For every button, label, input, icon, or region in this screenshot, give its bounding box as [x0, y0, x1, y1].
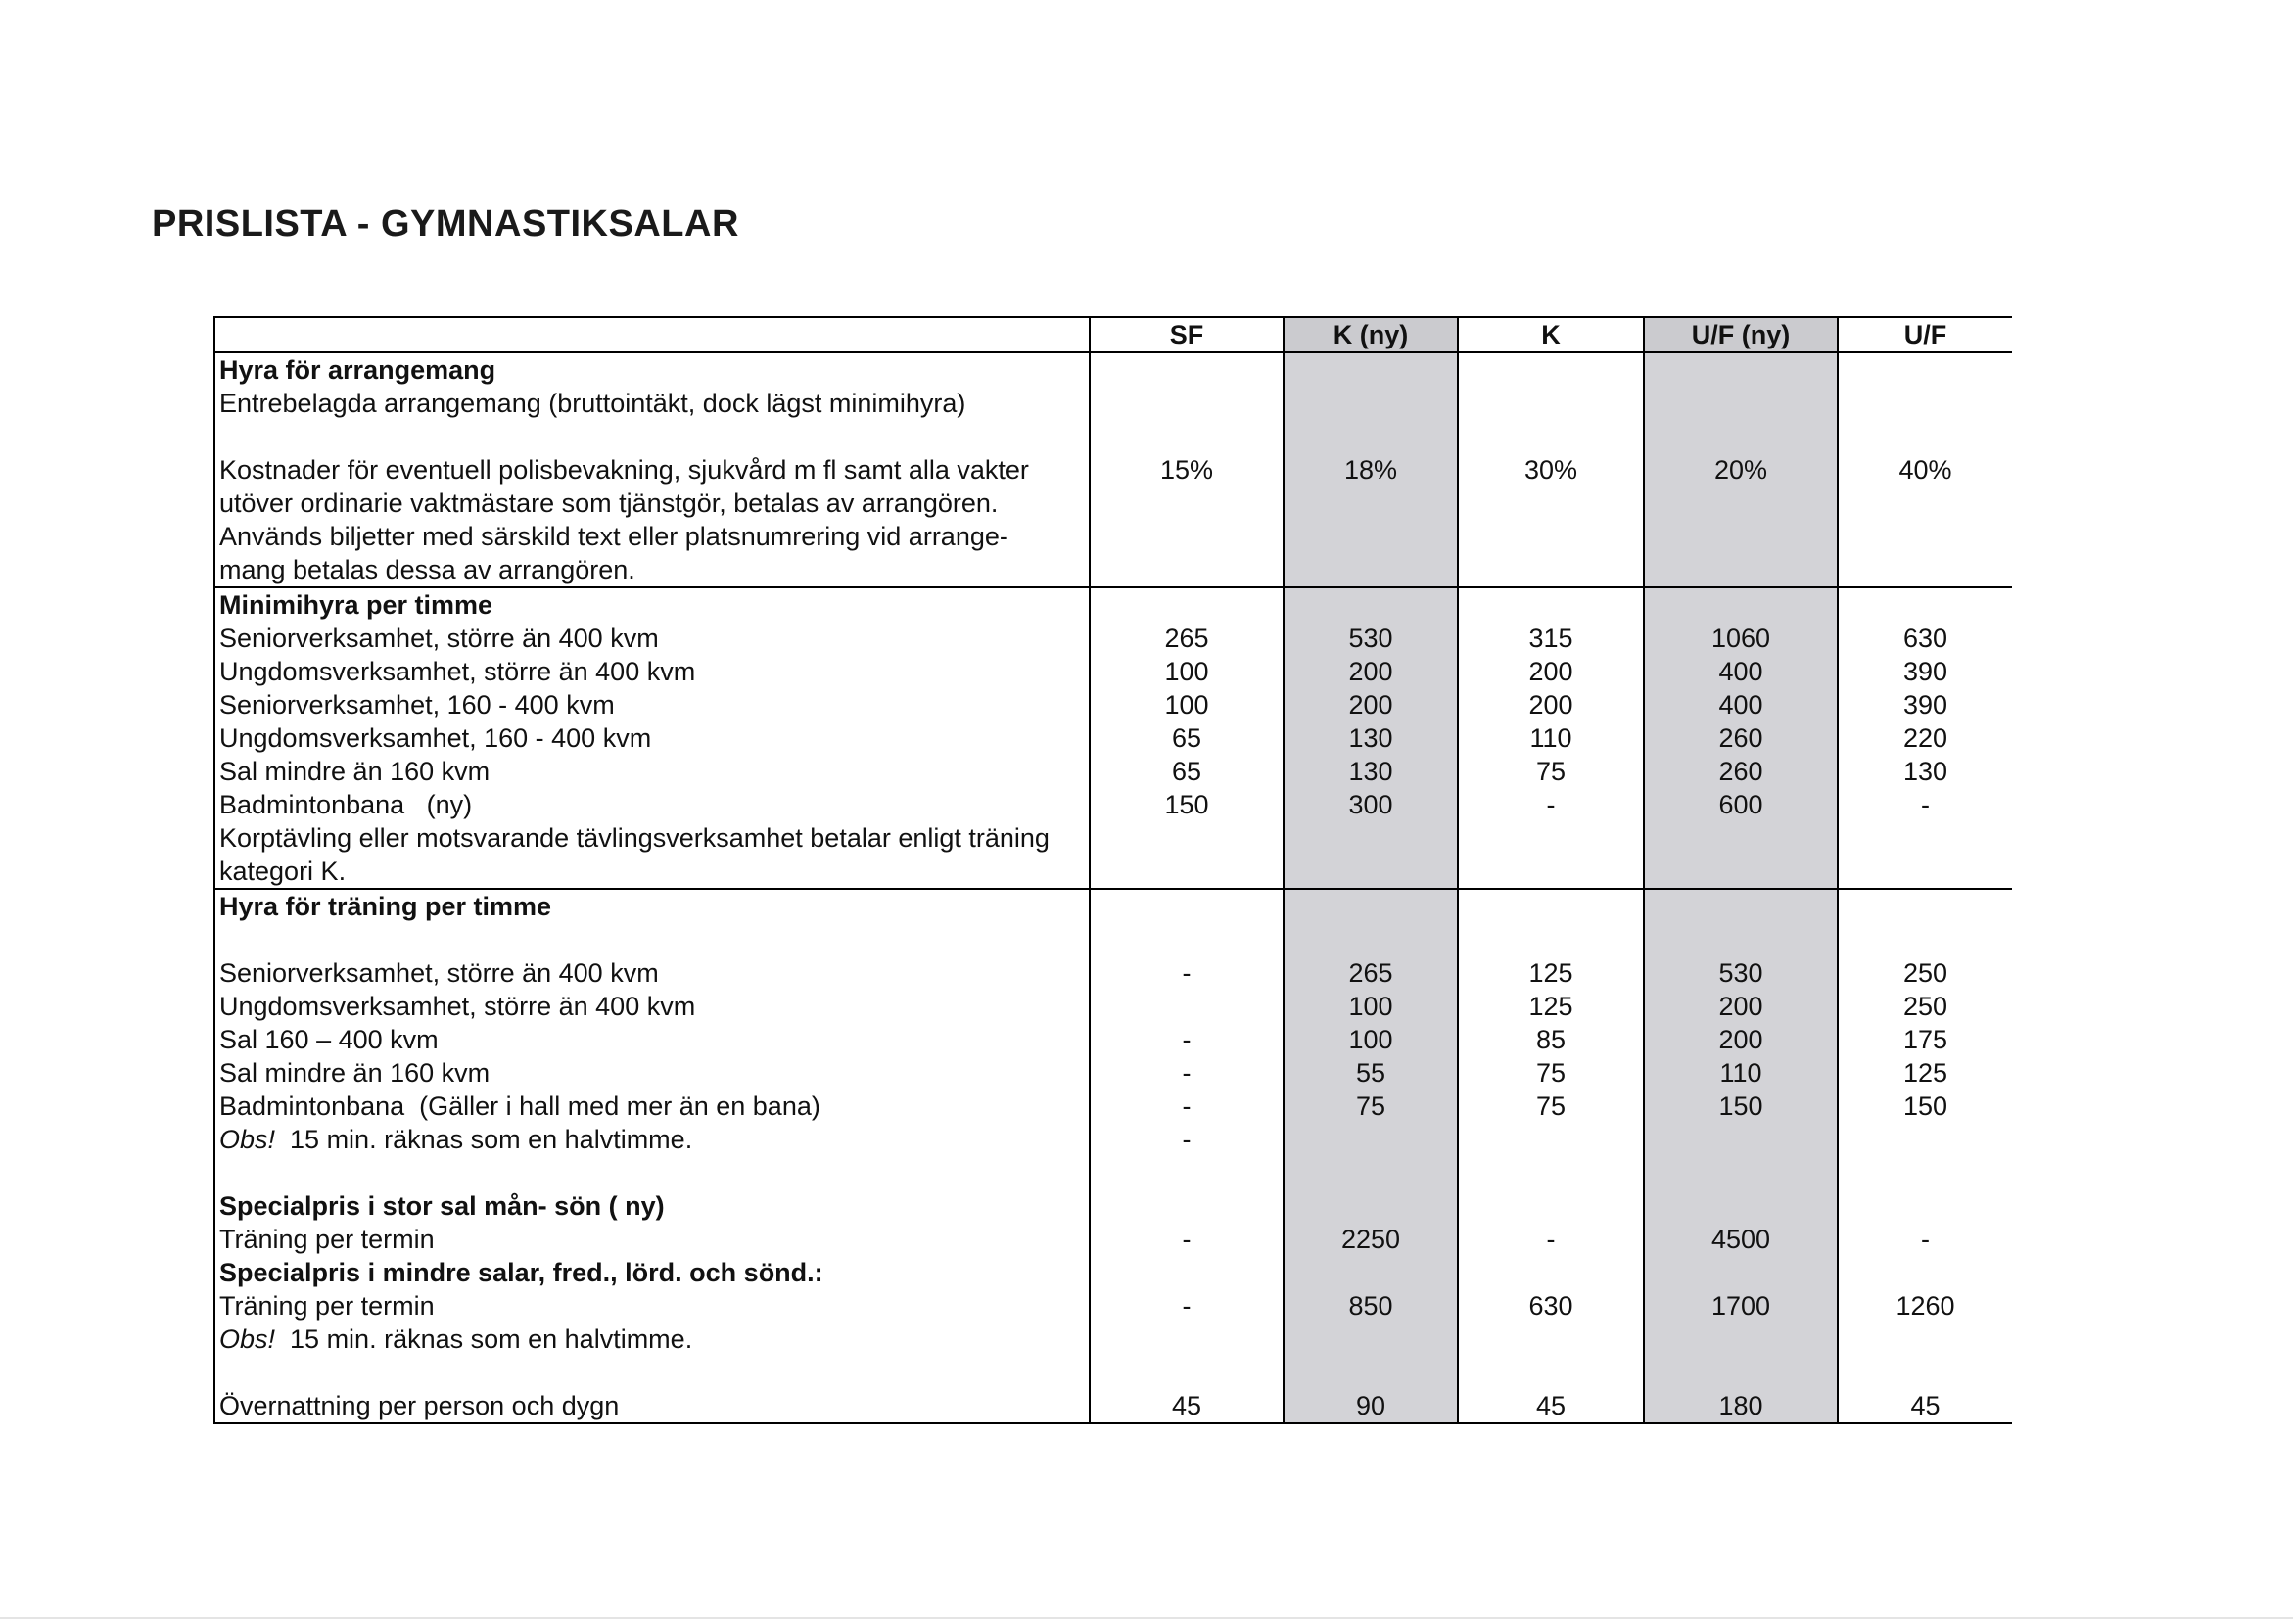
cell-k [1458, 520, 1644, 553]
cell-k-ny [1284, 821, 1458, 855]
cell-k-ny: 90 [1284, 1389, 1458, 1423]
cell-k [1458, 1189, 1644, 1223]
table-row [214, 1056, 2012, 1090]
row-label-text: Ungdomsverksamhet, större än 400 kvm [219, 657, 696, 686]
cell-uf-ny [1644, 1123, 1838, 1156]
table-row [214, 1289, 2012, 1322]
cell-uf [1838, 587, 2012, 622]
cell-uf: - [1921, 1225, 1930, 1254]
cell-uf-ny [1644, 1189, 1838, 1223]
table-row [214, 990, 2012, 1023]
row-label-text: 15 min. räknas som en halvtimme. [275, 1324, 693, 1354]
cell-k: 30% [1458, 453, 1644, 487]
row-label-text: utöver ordinarie vaktmästare som tjänstgör, betalas av arrangören. [219, 488, 999, 518]
cell-k [1458, 553, 1644, 587]
row-label-text: 15 min. räknas som en halvtimme. [275, 1125, 693, 1154]
row-label [214, 622, 1090, 655]
cell-k-ny [1284, 889, 1458, 923]
section-heading-row [214, 889, 2012, 923]
header-blank [214, 317, 1090, 352]
header-uf-ny: U/F (ny) [1644, 317, 1838, 352]
cell-k [1458, 923, 1644, 956]
row-label-text: kategori K. [219, 857, 347, 886]
row-label [214, 387, 1090, 420]
cell-uf: 390 [1902, 657, 1948, 686]
section-heading-row [214, 352, 2012, 387]
row-label [214, 1023, 1090, 1056]
cell-uf-ny: 110 [1644, 1056, 1838, 1090]
cell-uf [1838, 387, 2012, 420]
table-row [214, 788, 2012, 821]
section-heading: Hyra för arrangemang [214, 352, 1090, 387]
cell-k-ny [1284, 520, 1458, 553]
table-row [214, 1123, 2012, 1156]
cell-sf: 65 [1090, 755, 1284, 788]
section-heading: Minimihyra per timme [214, 587, 1090, 622]
cell-k: 85 [1458, 1023, 1644, 1056]
cell-sf: - [1090, 1023, 1284, 1056]
row-label [214, 453, 1090, 487]
cell-sf [1090, 487, 1284, 520]
cell-sf [1090, 387, 1284, 420]
table-row [214, 520, 2012, 553]
row-label [214, 755, 1090, 788]
row-label-text: Ungdomsverksamhet, 160 - 400 kvm [219, 723, 652, 753]
table-row [214, 956, 2012, 990]
cell-uf: 45 [1838, 1389, 2012, 1423]
cell-sf [1090, 1256, 1284, 1289]
cell-k-ny: 265 [1284, 956, 1458, 990]
cell-k-ny: 130 [1284, 721, 1458, 755]
cell-sf: 100 [1090, 688, 1284, 721]
row-label-text: Sal mindre än 160 kvm [219, 757, 491, 786]
row-label [214, 821, 1090, 855]
cell-uf: 220 [1902, 723, 1948, 753]
cell-k [1458, 821, 1644, 855]
table-row [214, 553, 2012, 587]
cell-k [1458, 1356, 1644, 1389]
header-row [214, 317, 2012, 352]
header-uf: U/F [1838, 317, 2012, 352]
note-label: Obs! [219, 1125, 276, 1154]
cell-sf [1090, 990, 1284, 1023]
table-row [214, 755, 2012, 788]
table-row [214, 1023, 2012, 1056]
cell-uf: 390 [1902, 690, 1948, 719]
cell-sf [1090, 1156, 1284, 1189]
cell-sf [1090, 352, 1284, 387]
row-label-text: Sal mindre än 160 kvm [219, 1058, 491, 1088]
cell-k-ny [1284, 1322, 1458, 1356]
cell-sf [1090, 1356, 1284, 1389]
cell-uf-ny: 530 [1644, 956, 1838, 990]
row-label [214, 487, 1090, 520]
cell-sf [1090, 1189, 1284, 1223]
cell-k-ny [1284, 1356, 1458, 1389]
cell-k: 75 [1458, 1056, 1644, 1090]
cell-sf [1090, 889, 1284, 923]
row-label [214, 1322, 1090, 1356]
row-label-text: Sal 160 – 400 kvm [219, 1025, 439, 1054]
row-label [214, 1389, 1090, 1423]
table-row [214, 1256, 2012, 1289]
row-label-text: Badmintonbana (Gäller i hall med mer än en bana) [219, 1091, 820, 1121]
cell-uf-ny [1644, 587, 1838, 622]
row-label-text: Seniorverksamhet, större än 400 kvm [219, 958, 659, 988]
cell-uf-ny [1644, 420, 1838, 453]
cell-uf-ny [1644, 520, 1838, 553]
cell-uf [1838, 821, 2012, 855]
cell-uf [1838, 1256, 2012, 1289]
row-label [214, 655, 1090, 688]
cell-sf: 265 [1090, 622, 1284, 655]
table-row [214, 1322, 2012, 1356]
table-row [214, 855, 2012, 889]
cell-k-ny: 850 [1284, 1289, 1458, 1322]
row-label [214, 553, 1090, 587]
cell-k: 125 [1458, 990, 1644, 1023]
cell-k-ny: 100 [1284, 990, 1458, 1023]
cell-k [1458, 1156, 1644, 1189]
table-row [214, 622, 2012, 655]
cell-k [1458, 1123, 1644, 1156]
cell-k-ny [1284, 352, 1458, 387]
cell-uf-ny [1644, 821, 1838, 855]
table-row [214, 1389, 2012, 1423]
cell-uf-ny [1644, 553, 1838, 587]
cell-k [1458, 855, 1644, 889]
cell-k-ny: 2250 [1284, 1223, 1458, 1256]
row-label-text: Träning per termin [219, 1225, 435, 1254]
subheading-label: Specialpris i stor sal mån- sön ( ny) [219, 1191, 665, 1221]
row-label [214, 1256, 1090, 1289]
cell-sf: 15% [1090, 453, 1284, 487]
cell-sf [1090, 855, 1284, 889]
cell-sf [1090, 923, 1284, 956]
table-row [214, 821, 2012, 855]
note-label: Obs! [219, 1324, 276, 1354]
cell-uf-ny [1644, 1322, 1838, 1356]
cell-k [1458, 352, 1644, 387]
cell-uf [1838, 420, 2012, 453]
cell-k-ny: 130 [1284, 755, 1458, 788]
header-sf: SF [1090, 317, 1284, 352]
cell-uf-ny [1644, 1156, 1838, 1189]
cell-uf-ny: 600 [1644, 788, 1838, 821]
row-label [214, 956, 1090, 990]
cell-uf-ny: 200 [1644, 990, 1838, 1023]
cell-uf-ny [1644, 923, 1838, 956]
cell-uf-ny: 150 [1644, 1090, 1838, 1123]
cell-k: - [1458, 1223, 1644, 1256]
cell-k [1458, 420, 1644, 453]
row-label-text: Kostnader för eventuell polisbevakning, sjukvård m fl samt alla vakter [219, 455, 1029, 485]
header-k-ny: K (ny) [1284, 317, 1458, 352]
cell-uf [1838, 1189, 2012, 1223]
cell-k-ny: 200 [1284, 688, 1458, 721]
row-label [214, 1223, 1090, 1256]
table-row [214, 487, 2012, 520]
cell-uf [1838, 520, 2012, 553]
cell-uf: 130 [1902, 757, 1948, 786]
row-label-text: Entrebelagda arrangemang (bruttointäkt, dock lägst minimihyra) [219, 389, 966, 418]
cell-k-ny [1284, 855, 1458, 889]
cell-k-ny [1284, 1189, 1458, 1223]
cell-sf: - [1090, 1123, 1284, 1156]
row-label [214, 990, 1090, 1023]
cell-uf-ny: 400 [1644, 655, 1838, 688]
section-heading: Hyra för träning per timme [214, 889, 1090, 923]
cell-sf: 100 [1090, 655, 1284, 688]
table-row [214, 1223, 2012, 1256]
cell-k-ny [1284, 1156, 1458, 1189]
table-row [214, 453, 2012, 487]
subheading-label: Specialpris i mindre salar, fred., lörd. och sönd.: [219, 1258, 823, 1287]
table-row [214, 1090, 2012, 1123]
cell-uf [1838, 352, 2012, 387]
cell-k [1458, 889, 1644, 923]
cell-k: 125 [1458, 956, 1644, 990]
cell-k-ny [1284, 387, 1458, 420]
cell-k [1458, 1322, 1644, 1356]
row-label-text: Används biljetter med särskild text eller platsnumrering vid arrange- [219, 522, 1008, 551]
price-table [213, 316, 2012, 1424]
cell-sf [1090, 1322, 1284, 1356]
table-row [214, 420, 2012, 453]
cell-uf: 630 [1902, 624, 1948, 653]
cell-k-ny [1284, 587, 1458, 622]
cell-uf [1838, 1156, 2012, 1189]
price-table-body [214, 352, 2012, 1423]
cell-uf-ny [1644, 352, 1838, 387]
cell-uf-ny [1644, 855, 1838, 889]
cell-uf-ny [1644, 387, 1838, 420]
row-label [214, 1156, 1090, 1189]
cell-uf-ny: 400 [1644, 688, 1838, 721]
cell-uf: 125 [1902, 1058, 1948, 1088]
cell-k [1458, 1256, 1644, 1289]
cell-k: 315 [1458, 622, 1644, 655]
cell-uf-ny: 200 [1644, 1023, 1838, 1056]
cell-uf-ny: 4500 [1644, 1223, 1838, 1256]
cell-k-ny: 75 [1284, 1090, 1458, 1123]
cell-uf [1838, 923, 2012, 956]
table-row [214, 1189, 2012, 1223]
cell-uf: 40% [1898, 455, 1952, 485]
row-label [214, 520, 1090, 553]
row-label-text: Korptävling eller motsvarande tävlingsverksamhet betalar enligt träning [219, 823, 1050, 853]
section-heading-row [214, 587, 2012, 622]
cell-uf: 1260 [1895, 1291, 1955, 1321]
cell-k: 45 [1458, 1389, 1644, 1423]
cell-k-ny: 530 [1284, 622, 1458, 655]
page-title: PRISLISTA - GYMNASTIKSALAR [152, 204, 739, 245]
row-label-text: Seniorverksamhet, större än 400 kvm [219, 624, 659, 653]
cell-uf [1838, 1322, 2012, 1356]
cell-k-ny: 18% [1284, 453, 1458, 487]
cell-k-ny [1284, 1123, 1458, 1156]
table-row [214, 721, 2012, 755]
cell-k-ny: 200 [1284, 655, 1458, 688]
cell-uf-ny [1644, 487, 1838, 520]
cell-uf-ny: 260 [1644, 721, 1838, 755]
cell-k-ny: 55 [1284, 1056, 1458, 1090]
cell-sf: - [1090, 1289, 1284, 1322]
cell-uf [1838, 1123, 2012, 1156]
table-row [214, 923, 2012, 956]
cell-sf: - [1090, 1090, 1284, 1123]
row-label [214, 1289, 1090, 1322]
row-label [214, 923, 1090, 956]
cell-k: 630 [1458, 1289, 1644, 1322]
cell-uf-ny [1644, 1356, 1838, 1389]
table-row [214, 387, 2012, 420]
cell-uf [1838, 1356, 2012, 1389]
cell-uf: 175 [1902, 1025, 1948, 1054]
cell-uf-ny [1644, 1256, 1838, 1289]
row-label [214, 788, 1090, 821]
cell-uf [1838, 855, 2012, 889]
row-label-text: Ungdomsverksamhet, större än 400 kvm [219, 992, 696, 1021]
row-label-text: Badmintonbana (ny) [219, 790, 473, 819]
cell-k-ny [1284, 487, 1458, 520]
cell-k-ny [1284, 420, 1458, 453]
row-label [214, 855, 1090, 889]
header-k: K [1458, 317, 1644, 352]
cell-k-ny: 100 [1284, 1023, 1458, 1056]
cell-uf [1838, 889, 2012, 923]
cell-uf-ny: 20% [1644, 453, 1838, 487]
cell-k [1458, 487, 1644, 520]
cell-uf-ny: 1700 [1644, 1289, 1838, 1322]
cell-k: 75 [1458, 1090, 1644, 1123]
cell-k-ny: 300 [1284, 788, 1458, 821]
table-row [214, 1156, 2012, 1189]
cell-sf [1090, 520, 1284, 553]
row-label [214, 1356, 1090, 1389]
cell-uf: 250 [1902, 958, 1948, 988]
row-label [214, 1056, 1090, 1090]
cell-sf: - [1090, 956, 1284, 990]
table-row [214, 655, 2012, 688]
row-label [214, 1090, 1090, 1123]
cell-uf-ny [1644, 889, 1838, 923]
cell-k [1458, 587, 1644, 622]
cell-k [1458, 387, 1644, 420]
row-label [214, 688, 1090, 721]
cell-k: 110 [1458, 721, 1644, 755]
cell-sf [1090, 821, 1284, 855]
cell-sf [1090, 553, 1284, 587]
cell-k: 200 [1458, 688, 1644, 721]
cell-sf: 65 [1090, 721, 1284, 755]
cell-k-ny [1284, 923, 1458, 956]
row-label-text: mang betalas dessa av arrangören. [219, 555, 635, 584]
row-label [214, 721, 1090, 755]
cell-k-ny [1284, 553, 1458, 587]
cell-sf [1090, 420, 1284, 453]
cell-uf: 250 [1902, 992, 1948, 1021]
cell-uf-ny: 260 [1644, 755, 1838, 788]
cell-uf: 150 [1902, 1091, 1948, 1121]
table-row [214, 1356, 2012, 1389]
row-label-text: Seniorverksamhet, 160 - 400 kvm [219, 690, 615, 719]
cell-k: 75 [1458, 755, 1644, 788]
price-table-wrapper [213, 316, 2012, 1424]
row-label [214, 1123, 1090, 1156]
cell-sf: 45 [1090, 1389, 1284, 1423]
row-label-text: Övernattning per person och dygn [219, 1391, 620, 1420]
row-label [214, 420, 1090, 453]
cell-k: - [1458, 788, 1644, 821]
cell-sf [1090, 587, 1284, 622]
cell-sf: - [1090, 1056, 1284, 1090]
cell-sf: - [1090, 1223, 1284, 1256]
cell-k-ny [1284, 1256, 1458, 1289]
cell-sf: 150 [1090, 788, 1284, 821]
row-label-text: Träning per termin [219, 1291, 435, 1321]
row-label [214, 1189, 1090, 1223]
cell-uf-ny: 1060 [1644, 622, 1838, 655]
table-row [214, 688, 2012, 721]
cell-uf: - [1921, 790, 1930, 819]
cell-uf-ny: 180 [1644, 1389, 1838, 1423]
page-bottom-edge [0, 1617, 2293, 1619]
cell-uf [1838, 487, 2012, 520]
cell-uf [1838, 553, 2012, 587]
cell-k: 200 [1458, 655, 1644, 688]
